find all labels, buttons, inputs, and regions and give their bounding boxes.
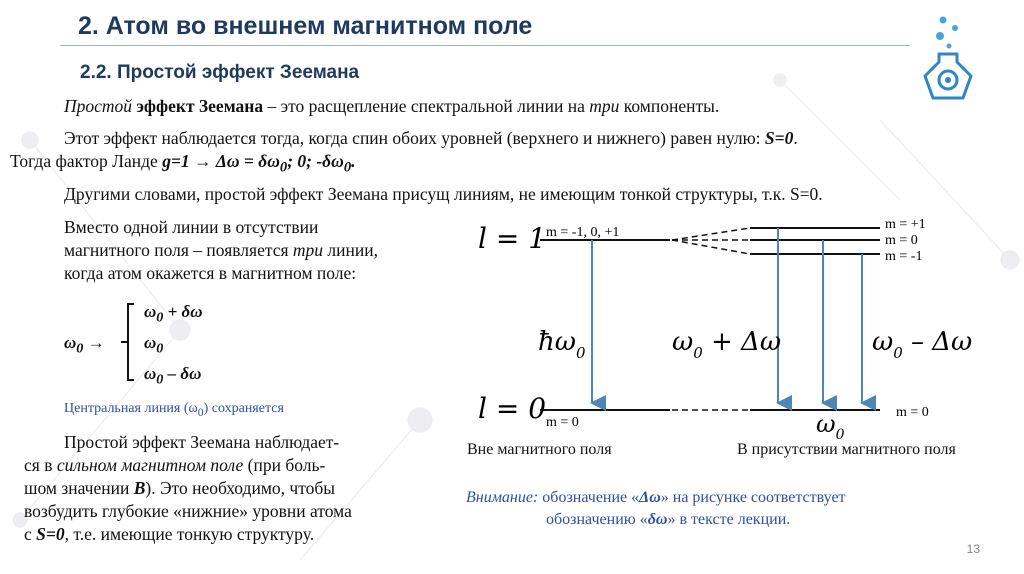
upper-m-label: m = -1, 0, +1 (546, 225, 620, 240)
omega-item-center (144, 333, 163, 357)
lande-end: . (351, 151, 356, 171)
omega-plus-base: ω (144, 302, 157, 321)
para4-line2 (64, 239, 378, 262)
fine-structure-paragraph: Другими словами, простой эффект Зеемана присущ линиям, не имеющим тонкой структуры, т.к. S=0. (64, 184, 823, 204)
h-omega-base: ħω (538, 327, 576, 357)
central-note-sub: 0 (197, 405, 204, 419)
attention-note (466, 487, 846, 531)
para2-line1: Этот эффект наблюдается тогда, когда спин обоих уровней (верхнего и нижнего) равен нулю: (64, 128, 765, 148)
para5-S0: S=0 (36, 524, 65, 544)
omega-minus-label (872, 327, 972, 362)
flask-logo-icon (913, 14, 983, 109)
lower-m-right: m = 0 (896, 405, 929, 420)
title-divider (60, 45, 910, 46)
bottom-sub: 0 (835, 427, 845, 440)
lande-formula: g=1 → Δω = δω (162, 151, 280, 171)
page-title: 2. Атом во внешнем магнитном поле (78, 12, 533, 40)
split-dash-bot (672, 240, 750, 254)
caption-with-field: В присутствии магнитного поля (737, 441, 956, 458)
para5-line2a: ся в (24, 455, 57, 475)
h-omega-sub: 0 (575, 344, 586, 362)
attention-line2a: обозначению « (546, 511, 648, 528)
plus-sub: 0 (693, 344, 703, 362)
para4-line3: когда атом окажется в магнитном поле: (64, 263, 357, 283)
split-m-minus: m = -1 (885, 249, 923, 264)
lande-start: Тогда фактор Ланде (10, 151, 163, 171)
central-note-b: ) сохраняется (203, 401, 284, 416)
spin-zero: S=0 (764, 128, 794, 148)
minus-sub: 0 (893, 344, 903, 362)
omega-plus-label (672, 327, 781, 362)
central-note-a: Центральная линия (ω (64, 401, 198, 416)
para1-tail: компоненты. (619, 96, 720, 116)
para5-line5a: с (24, 524, 37, 544)
omega-minus-tail: – δω (163, 364, 202, 383)
para4-line2a: магнитного поля – появляется (64, 240, 293, 260)
lande-sub: 0 (279, 159, 288, 176)
strong-field-paragraph (24, 431, 352, 546)
attention-label: Внимание: (466, 489, 539, 506)
omega-center-sub: 0 (156, 340, 164, 357)
italic-three: три (589, 96, 620, 116)
omega-arrow: → (87, 333, 105, 352)
para5-B: B (133, 478, 146, 498)
attention-line1 (466, 487, 846, 509)
page-number: 13 (966, 542, 980, 556)
split-m-plus: m = +1 (885, 217, 926, 232)
upper-level-label: l = 1 (478, 222, 547, 255)
attention-line2b: » в тексте лекции. (667, 511, 791, 528)
para5-line3 (24, 477, 352, 500)
omega-item-plus (144, 302, 203, 326)
plus-tail: + Δω (702, 327, 782, 357)
lower-level-label: l = 0 (478, 392, 547, 425)
para5-line4: возбудить глубокие «нижние» уровни атома (24, 501, 352, 521)
omega-left-sub: 0 (76, 340, 84, 357)
h-omega-label (538, 327, 586, 362)
page-subtitle: 2.2. Простой эффект Зеемана (80, 62, 360, 83)
lower-m-left: m = 0 (546, 415, 579, 430)
para2-line1-end: . (793, 128, 798, 148)
para1-text: – это расщепление спектральной линии на (263, 96, 590, 116)
attention-line2 (466, 509, 846, 531)
italic-lead: Простой (64, 96, 133, 116)
omega-center-base: ω (144, 333, 157, 352)
lande-factor-line (10, 150, 355, 179)
three-lines-paragraph (64, 216, 378, 285)
definition-paragraph (64, 95, 719, 117)
caption-without-field: Вне магнитного поля (467, 441, 612, 458)
spin-paragraph-line1 (64, 127, 798, 149)
omega-plus-tail: + δω (163, 302, 203, 321)
attention-text1: обозначение « (538, 489, 640, 506)
central-line-note (64, 398, 284, 424)
para5-line2 (24, 454, 352, 477)
omega-minus-sub: 0 (156, 371, 164, 388)
plus-base: ω (672, 327, 694, 357)
para4-line1: Вместо одной линии в отсутствии (64, 217, 319, 237)
split-m-zero: m = 0 (885, 233, 918, 248)
zeeman-diagram (460, 210, 990, 440)
split-dash-top (672, 228, 750, 240)
para5-line1: Простой эффект Зеемана наблюдает- (64, 432, 340, 452)
para5-line3a: шом значении (24, 478, 134, 498)
bottom-base: ω (816, 410, 836, 438)
attention-sym1: Δω (639, 489, 661, 506)
lande-sub2: 0 (343, 159, 352, 176)
para5-italic: сильном магнитном поле (56, 455, 244, 475)
para5-line5b: , т.е. имеющие тонкую структуру. (64, 524, 315, 544)
bold-term: эффект Зеемана (136, 96, 264, 116)
lande-mid: ; 0; -δω (287, 151, 344, 171)
minus-base: ω (872, 327, 894, 357)
brace-icon (118, 302, 138, 384)
omega-bottom-label (816, 410, 845, 440)
para5-line5 (24, 523, 352, 546)
attention-sym2: δω (647, 511, 668, 528)
omega-minus-base: ω (144, 364, 157, 383)
omega-plus-sub: 0 (156, 309, 164, 326)
attention-text2: » на рисунке соответствует (660, 489, 846, 506)
omega-left (64, 333, 105, 357)
omega-left-base: ω (64, 333, 77, 352)
para5-line3c: ). Это необходимо, чтобы (145, 478, 336, 498)
para4-italic-three: три (292, 240, 324, 260)
para4-line2b: линии, (323, 240, 378, 260)
omega-item-minus (144, 364, 201, 388)
para5-line2b: (при боль- (243, 455, 326, 475)
minus-tail: – Δω (902, 327, 973, 357)
